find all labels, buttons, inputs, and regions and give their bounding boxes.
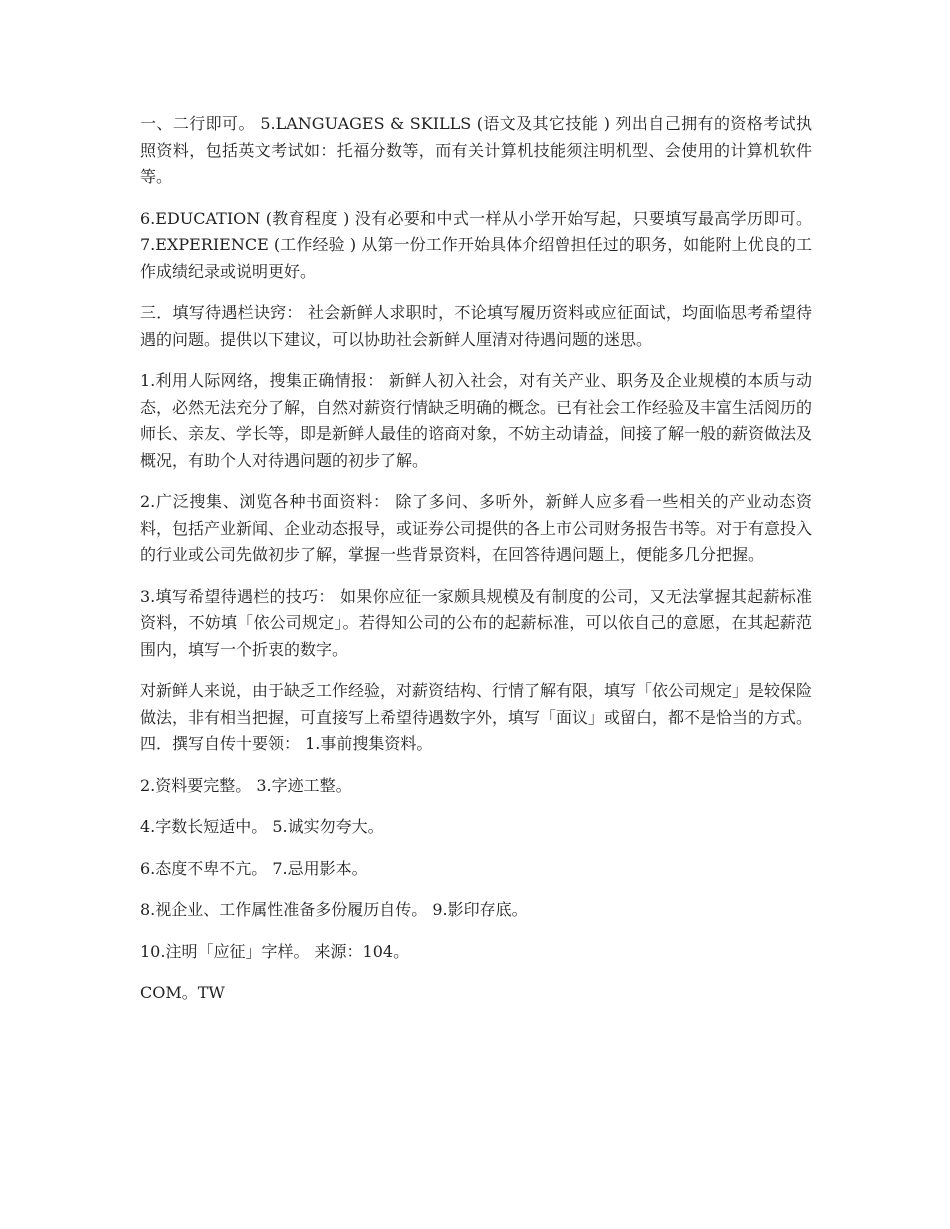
paragraph-salary-tip-1: 1.利用人际网络，搜集正确情报： 新鲜人初入社会，对有关产业、职务及企业规模的本质与动态，必然无法充分了解，自然对薪资行情缺乏明确的概念。已有社会工作经验及丰富生活阅历的师长、亲友、学长等，即是新鲜人最佳的谘商对象，不妨主动请益，间接了解一般的薪资做法及概况，有助个人对待遇问题的初步了解。: [140, 371, 813, 470]
paragraph-autobiography-tips-8-9: 8.视企业、工作属性准备多份履历自传。 9.影印存底。: [140, 900, 528, 919]
paragraph-autobiography-tips-4-5: 4.字数长短适中。 5.诚实勿夸大。: [140, 817, 384, 836]
paragraph-salary-tips-intro: 三．填写待遇栏诀窍： 社会新鲜人求职时，不论填写履历资料或应征面试，均面临思考希望待遇的问题。提供以下建议，可以协助社会新鲜人厘清对待遇问题的迷思。: [140, 303, 812, 349]
paragraph-languages-skills: 一、二行即可。 5.LANGUAGES & SKILLS (语文及其它技能 ) 列出自己拥有的资格考试执照资料，包括英文考试如：托福分数等，而有关计算机技能须注明机型、会使用的计算机软件等。: [140, 114, 812, 186]
paragraph-autobiography-tips-2-3: 2.资料要完整。 3.字迹工整。: [140, 775, 352, 795]
paragraph-salary-tip-3: 3.填写希望待遇栏的技巧： 如果你应征一家颇具规模及有制度的公司，又无法掌握其起薪标准资料，不妨填「依公司规定」。若得知公司的公布的起薪标准，可以依自己的意愿，在其起薪范围内，填写一个折衷的数字。: [140, 586, 812, 659]
paragraph-autobiography-tip-10-source: 10.注明「应征」字样。 来源：104。: [140, 941, 410, 961]
paragraph-salary-tip-2: 2.广泛搜集、浏览各种书面资料： 除了多问、多听外，新鲜人应多看一些相关的产业动态资料，包括产业新闻、企业动态报导，或证券公司提供的各上市公司财务报告书等。对于有意投入的行业或公司先做初步了解，掌握一些背景资料，在回答待遇问题上，便能多几分把握。: [140, 492, 813, 564]
paragraph-autobiography-tips-6-7: 6.态度不卑不亢。 7.忌用影本。: [140, 858, 368, 878]
paragraph-education-experience: 6.EDUCATION (教育程度 ) 没有必要和中式一样从小学开始写起，只要填写最高学历即可。 7.EXPERIENCE (工作经验 ) 从第一份工作开始具体介绍曾担任过的职务，如能附上优良的工作成绩纪录或说明更好。: [140, 208, 812, 281]
paragraph-source-domain: COM。TW: [140, 983, 225, 1002]
paragraph-autobiography-intro: 对新鲜人来说，由于缺乏工作经验，对薪资结构、行情了解有限，填写「依公司规定」是较保险做法，非有相当把握，可直接写上希望待遇数字外，填写「面议」或留白，都不是恰当的方式。 四．撰写自传十要领： 1.事前搜集资料。: [140, 681, 813, 753]
document-body: [140, 111, 812, 1022]
